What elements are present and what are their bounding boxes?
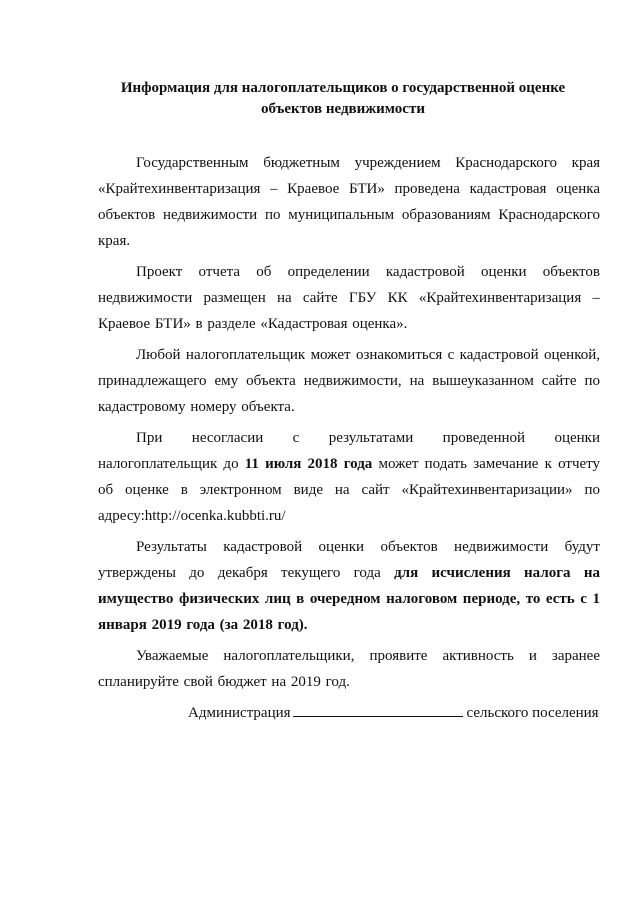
paragraph-3: Любой налогоплательщик может ознакомиться с кадастровой оценкой, принадлежащего ему объекта недвижимости, на вышеуказанном сайте по кадастровому номеру объекта. [98,347,600,415]
paragraph-5-text: Результаты кадастровой оценки объектов недвижимости будут утверждены до декабря текущего года [98,539,600,581]
website-link[interactable]: http://ocenka.kubbti.ru/ [144,508,286,524]
paragraph-5 [98,534,600,638]
document-title [110,78,576,120]
paragraph-5-bold: для исчисления налога на имущество физических лиц в очередном налоговом периоде, то есть с 1 января 2019 года (за 2018 год). [98,565,600,633]
paragraph-1: Государственным бюджетным учреждением Краснодарского края «Крайтехинвентаризация – Краевое БТИ» проведена кадастровая оценка объектов недвижимости по муниципальным образованиям Краснодарского края. [98,155,600,249]
title-line-2: объектов недвижимости [261,101,425,117]
document-body [98,150,600,700]
paragraph-4-text-a: При несогласии с результатами проведенной оценки налогоплательщик до [98,430,600,472]
paragraph-2: Проект отчета об определении кадастровой оценки объектов недвижимости размещен на сайте ГБУ КК «Крайтехинвентаризация – Краевое БТИ» в разделе «Кадастровая оценка». [98,264,600,332]
deadline-date: 11 июля 2018 года [244,456,373,472]
signature-label-left: Администрация [188,705,291,721]
signature-label-right: сельского поселения [466,705,599,721]
paragraph-4 [98,425,600,529]
title-line-1: Информация для налогоплательщиков о государственной оценке [120,80,566,96]
paragraph-6: Уважаемые налогоплательщики, проявите активность и заранее спланируйте свой бюджет на 2019 год. [98,648,600,690]
signature-blank-line [293,702,463,717]
signature-block [188,702,600,724]
paragraph-4-text-b: может подать замечание к отчету об оценке в электронном виде на сайт «Крайтехинвентаризации» по адресу: [98,456,601,524]
